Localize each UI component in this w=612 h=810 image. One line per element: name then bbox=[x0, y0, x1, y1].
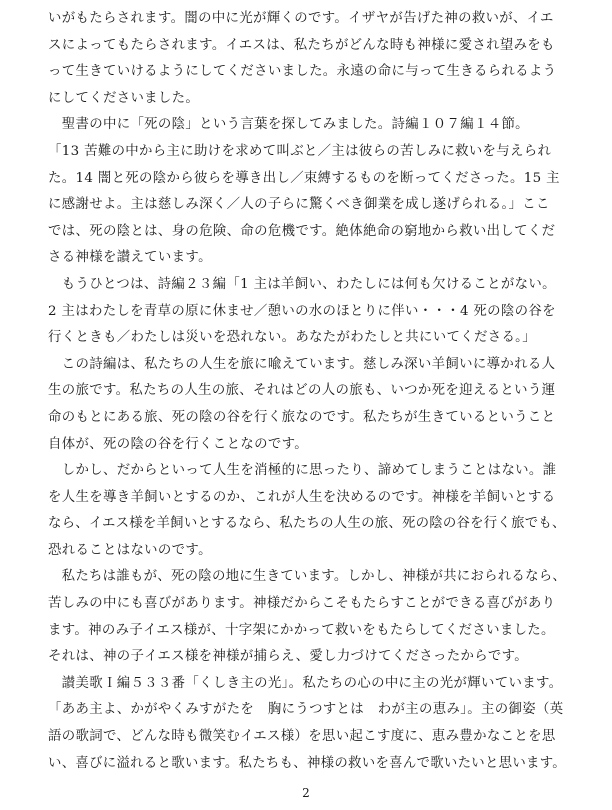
text-line: この詩編は、私たちの人生を旅に喩えています。慈しみ深い羊飼いに導かれる人 bbox=[48, 356, 556, 372]
text-line: を人生を導き羊飼いとするのか、これが人生を決めるのです。神様を羊飼いとする bbox=[48, 489, 556, 505]
text-line: 生の旅です。私たちの人生の旅、それはどの人の旅も、いつか死を迎えるという運 bbox=[48, 383, 556, 399]
text-line: 恐れることはないのです。 bbox=[48, 542, 212, 558]
text-line: 自体が、死の陰の谷を行くことなのです。 bbox=[48, 436, 308, 452]
text-line: 聖書の中に「死の陰」という言葉を探してみました。詩編１０７編１４節。 bbox=[48, 117, 529, 133]
page-number: 2 bbox=[302, 786, 310, 800]
text-line: なら、イエス様を羊飼いとするなら、私たちの人生の旅、死の陰の谷を行く旅でも、 bbox=[48, 516, 566, 532]
text-line: い、喜びに溢れると歌います。私たちも、神様の救いを喜んで歌いたいと思います。 bbox=[48, 755, 566, 771]
text-line: では、死の陰とは、身の危険、命の危機です。絶体絶命の窮地から救い出してくだ bbox=[48, 223, 556, 239]
text-line: 2 主はわたしを青草の原に休ませ／憩いの水のほとりに伴い・・・4 死の陰の谷を bbox=[48, 303, 556, 319]
text-line: しかし、だからといって人生を消極的に思ったり、諦めてしまうことはない。誰 bbox=[48, 463, 557, 479]
text-line: にしてくださいました。 bbox=[48, 90, 200, 106]
text-line: 讃美歌Ｉ編５３３番「くしき主の光」。私たちの心の中に主の光が輝いています。 bbox=[48, 675, 563, 691]
text-line: 命のもとにある旅、死の陰の谷を行く旅なのです。私たちが生きているということ bbox=[48, 409, 556, 425]
text-line: 苦しみの中にも喜びがあります。神様だからこそもたらすことができる喜びがあり bbox=[48, 596, 556, 612]
text-line: た。14 闇と死の陰から彼らを導き出し／束縛するものを断ってくださった。15 主 bbox=[48, 170, 560, 186]
text-line: 「13 苦難の中から主に助けを求めて叫ぶと／主は彼らの苦しみに救いを与えられ bbox=[48, 143, 552, 159]
text-line: いがもたらされます。闇の中に光が輝くのです。イザヤが告げた神の救いが、イエ bbox=[48, 11, 554, 26]
body-text bbox=[48, 6, 566, 777]
text-line: 語の歌詞で、どんな時も微笑むイエス様）を思い起こす度に、恵み豊かなことを思 bbox=[48, 729, 556, 745]
text-line: って生きていけるようにしてくださいました。永遠の命に与って生きるられるよう bbox=[48, 64, 557, 80]
text-line: スによってもたらされます。イエスは、私たちがどんな時も神様に愛され望みをも bbox=[48, 37, 555, 53]
text-line: 行くときも／わたしは災いを恐れない。あなたがわたしと共にいてくださる。」 bbox=[48, 330, 536, 346]
text-line: ます。神のみ子イエス様が、十字架にかかって救いをもたらしてくださいました。 bbox=[48, 622, 555, 638]
text-line: それは、神の子イエス様を神様が捕らえ、愛し力づけてくださったからです。 bbox=[48, 649, 528, 665]
text-line: さる神様を讃えています。 bbox=[48, 250, 212, 266]
text-line: に感謝せよ。主は慈しみ深く／人の子らに驚くべき御業を成し遂げられる。」ここ bbox=[48, 197, 550, 213]
text-line: 私たちは誰もが、死の陰の地に生きています。しかし、神様が共におられるなら、 bbox=[48, 569, 567, 585]
text-line: もうひとつは、詩編２３編「1 主は羊飼い、わたしには何も欠けることがない。 bbox=[48, 276, 556, 292]
text-line: 「ああ主よ、かがやくみすがたを 胸にうつすとは わが主の恵み」。主の御姿（英 bbox=[48, 702, 564, 718]
